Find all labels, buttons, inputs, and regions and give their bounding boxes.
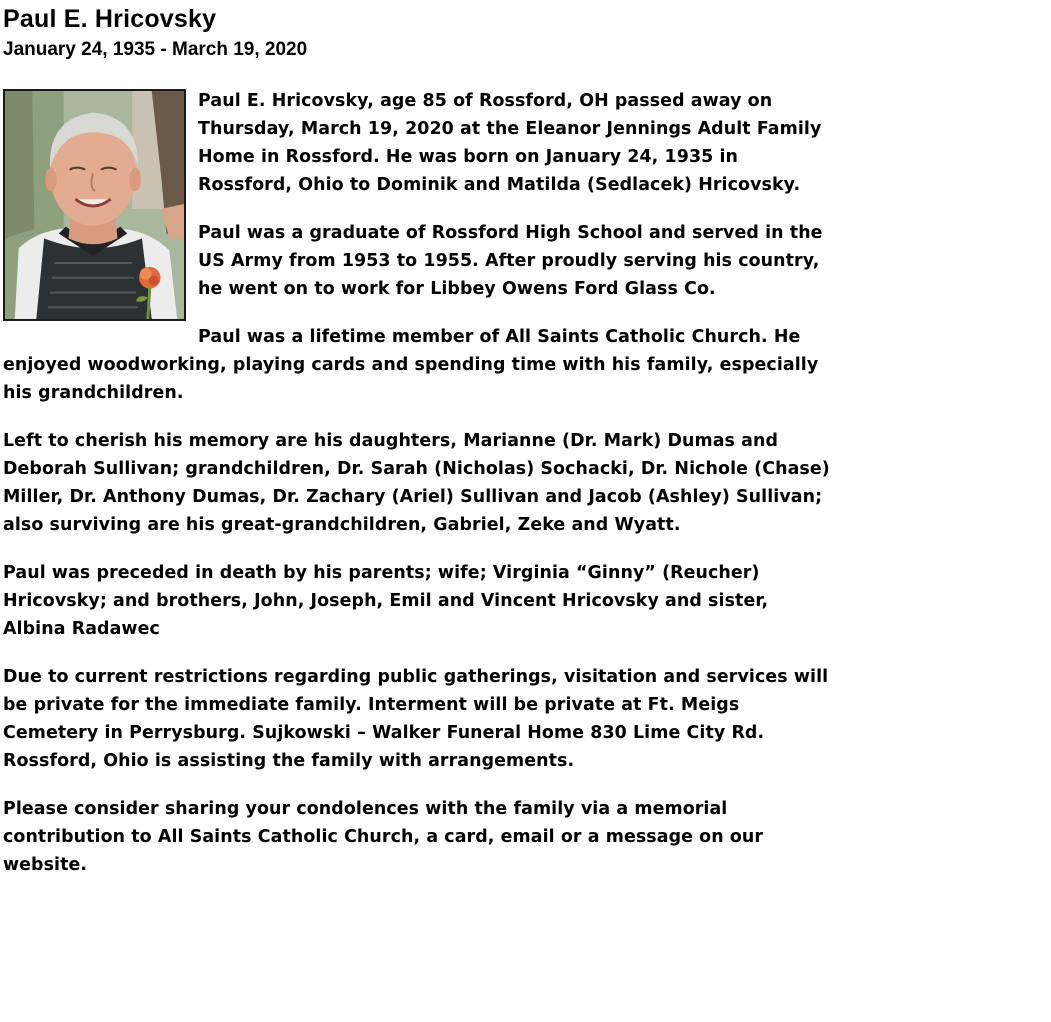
obituary-paragraph: Paul was a graduate of Rossford High School and served in the US Army from 1953 to 1955. After proudly serving his country, he went on to work for Libbey Owens Ford Glass Co. (198, 223, 823, 299)
obituary-paragraph: Paul was a lifetime member of All Saints Catholic Church. He enjoyed woodworking, playing cards and spending time with his family, especially his grandchildren. (3, 327, 819, 403)
obituary-paragraph: Left to cherish his memory are his daughters, Marianne (Dr. Mark) Dumas and Deborah Sullivan; grandchildren, Dr. Sarah (Nicholas) Sochacki, Dr. Nichole (Chase) Miller, Dr. Anthony Dumas, Dr. Zachary (Ariel) Sullivan and Jacob (Ashley) Sullivan; also surviving are his great-grandchildren, Gabriel, Zeke and Wyatt. (3, 431, 830, 535)
obituary-paragraph: Paul was preceded in death by his parents; wife; Virginia “Ginny” (Reucher) Hricovsky; and brothers, John, Joseph, Emil and Vincent Hricovsky and sister, Albina Radawec (3, 563, 769, 639)
portrait-photo (3, 89, 186, 321)
obituary (3, 4, 833, 899)
obituary-paragraph: Paul E. Hricovsky, age 85 of Rossford, OH passed away on Thursday, March 19, 2020 at the Eleanor Jennings Adult Family Home in Rossford. He was born on January 24, 1935 in Rossford, Ohio to Dominik and Matilda (Sedlacek) Hricovsky. (198, 91, 822, 195)
obituary-dates: January 24, 1935 - March 19, 2020 (3, 39, 308, 60)
obituary-name: Paul E. Hricovsky (3, 5, 217, 33)
obituary-body (3, 87, 833, 879)
obituary-paragraph: Due to current restrictions regarding public gatherings, visitation and services will be private for the immediate family. Interment will be private at Ft. Meigs Cemetery in Perrysburg. Sujkowski – Walker Funeral Home 830 Lime City Rd. Rossford, Ohio is assisting the family with arrangements. (3, 667, 829, 771)
obituary-paragraph: Please consider sharing your condolences with the family via a memorial contribution to All Saints Catholic Church, a card, email or a message on our website. (3, 799, 764, 875)
portrait-illustration (5, 91, 184, 319)
